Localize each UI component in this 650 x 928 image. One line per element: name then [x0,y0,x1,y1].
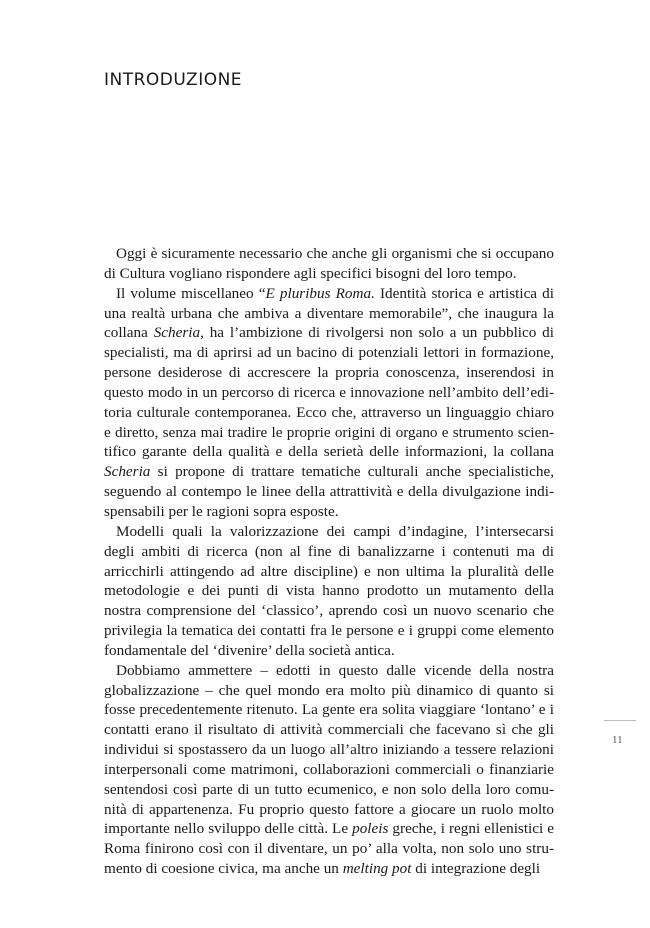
text-run: Oggi è sicuramente necessario che anche gli organismi che si occupano di Cultura vogliano rispondere agli specifici bisogni del loro tempo. [104,245,554,282]
page-number: 11 [612,734,623,746]
text-run: Dobbiamo ammettere – edotti in questo dalle vicende della nostra globalizzazione – che quel mondo era molto più dinamico di quanto si fosse precedentemente ritenuto. La gente era solita viaggiare ‘lontano’ e i contatti erano il risultato di attività commerciali che facevano sì che gli individui si spostassero da un luogo all’altro iniziando a tessere relazioni interpersonali come matrimoni, collaborazioni commerciali o finanziarie sentendosi così parte di un tutto ecumenico, e non solo della loro comunità di appartenenza. Fu proprio questo fattore a giocare un ruolo molto importante nello sviluppo delle città. Le [104,661,554,838]
italic-text: melting pot [342,860,412,878]
text-run: , ha l’ambizione di rivolgersi non solo a un pubblico di specialisti, ma di aprirsi ad un bacino di potenziali lettori in formazione, persone desiderose di accrescere la propria conoscenza, inserendosi in questo modo in un percorso di ricerca e innovazione nell’ambito dell’editoria culturale contemporanea. Ecco che, attraverso un linguaggio chiaro e diretto, senza mai tradire le proprie origini di organo e strumento scientifico garante della qualità e della serietà delle informazioni, la collana [104,324,554,461]
italic-text: Scheria [104,463,151,481]
text-run: Identità storica e artistica di una realtà urbana che ambiva a diventare memorabile”, che inaugura la collana [104,284,554,342]
chapter-title: INTRODUZIONE [104,70,243,90]
paragraph [104,284,554,522]
margin-rule [604,720,636,721]
italic-text: Scheria [153,324,201,342]
text-run: greche, i regni ellenistici e Roma finirono così con il diventare, un po’ alla volta, non solo uno strumento di coesione civica, ma anche un [104,820,554,878]
body-text [104,244,554,879]
paragraph [104,661,554,879]
text-run: Modelli quali la valorizzazione dei campi d’indagine, l’intersecarsi degli ambiti di ricerca (non al fine di banalizzarne i contenuti ma di arricchirli attingendo ad altre discipline) e non ultima la pluralità delle metodologie e dei punti di vista hanno prodotto un mutamento della nostra comprensione del ‘classico’, aprendo così un nuovo scenario che privilegia la tematica dei contatti fra le persone e i gruppi come elemento fondamentale del ‘divenire’ della società antica. [104,522,554,659]
text-run: Il volume miscellaneo “ [116,284,266,302]
text-run: di integrazione degli [411,860,541,878]
paragraph [104,522,554,661]
text-run: si propone di trattare tematiche culturali anche specialistiche, seguendo al contempo le linee della attrattività e della divulgazione indispensabili per le ragioni sopra esposte. [104,463,554,520]
italic-text: E pluribus Roma. [265,284,375,302]
italic-text: poleis [352,820,389,838]
paragraph [104,244,554,284]
